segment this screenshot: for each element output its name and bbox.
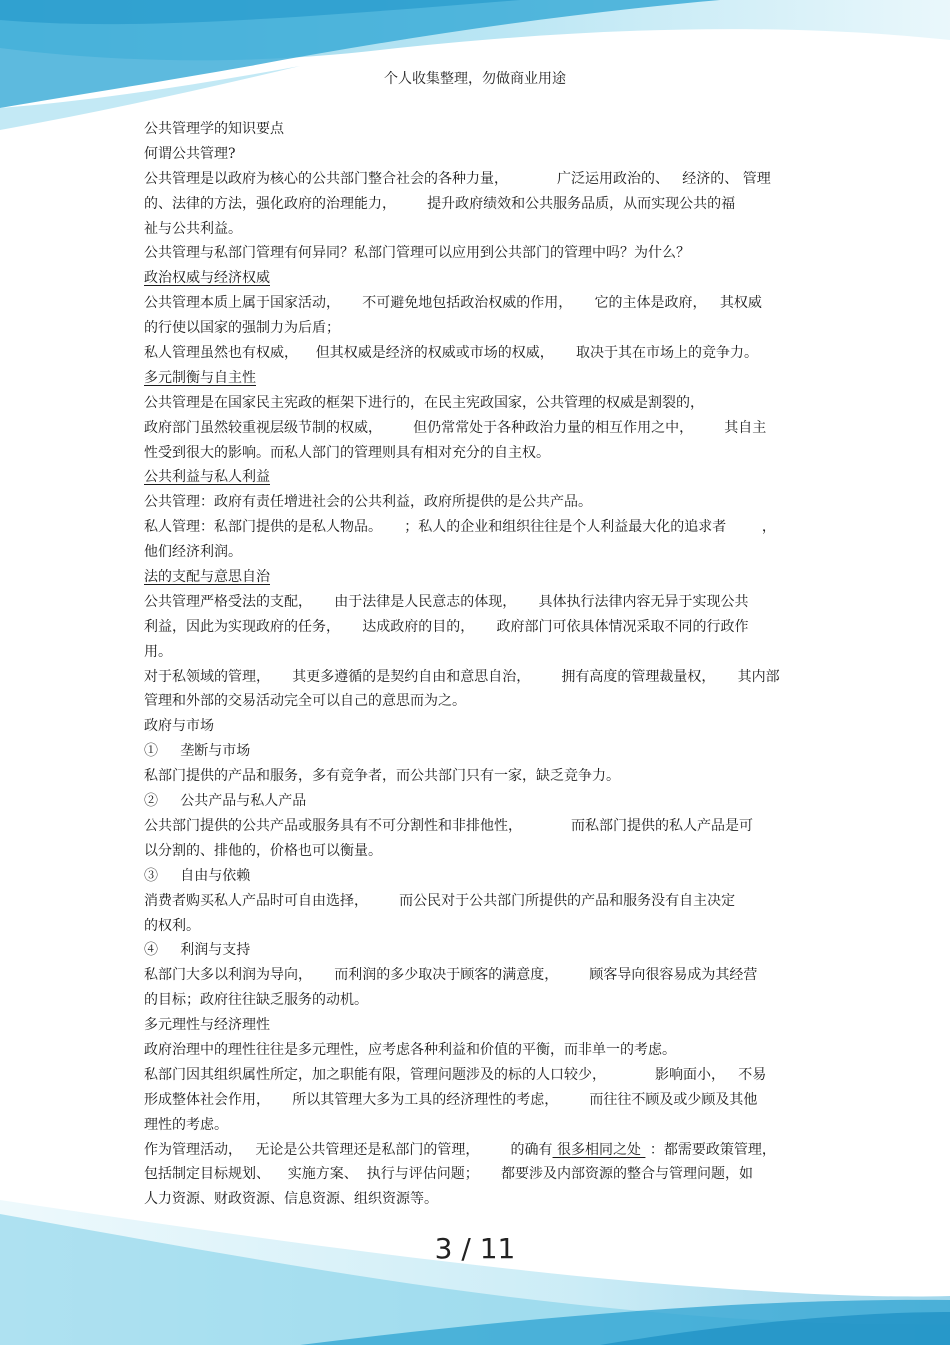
- body-line: 以分割的、排他的，价格也可以衡量。: [144, 842, 382, 859]
- body-line: 他们经济利润。: [144, 544, 242, 561]
- body-line: 公共管理是以政府为核心的公共部门整合社会的各种力量， 广泛运用政治的、 经济的、 管理: [144, 170, 771, 187]
- numbered-item: ④ 利润与支持: [144, 942, 251, 959]
- body-line: 私人管理虽然也有权威， 但其权威是经济的权威或市场的权威， 取决于其在市场上的竞争力。: [144, 345, 759, 362]
- body-line: 祉与公共利益。: [144, 220, 242, 237]
- body-line: 管理和外部的交易活动完全可以自己的意思而为之。: [144, 693, 466, 710]
- section-heading: 政府与市场: [144, 718, 214, 735]
- body-line: 公共管理是在国家民主宪政的框架下进行的，在民主宪政国家，公共管理的权威是割裂的，: [144, 394, 704, 411]
- section-heading-text: 政治权威与经济权威: [144, 270, 270, 287]
- body-line: [144, 1138, 814, 1163]
- body-line-end: ：都需要政策管理，: [645, 1141, 776, 1158]
- body-line: 的、法律的方法，强化政府的治理能力， 提升政府绩效和公共服务品质，从而实现公共的福: [144, 195, 736, 212]
- body-line: 私部门因其组织属性所定，加之职能有限，管理问题涉及的标的人口较少， 影响面小， 不易: [144, 1066, 767, 1083]
- numbered-item: ② 公共产品与私人产品: [144, 793, 307, 810]
- body-line: 的行使以国家的强制力为后盾；: [144, 320, 340, 337]
- section-heading: 多元理性与经济理性: [144, 1017, 270, 1034]
- section-heading: [144, 366, 814, 391]
- body-line: 的目标；政府往往缺乏服务的动机。: [144, 992, 368, 1009]
- section-heading-text: 多元制衡与自主性: [144, 369, 256, 386]
- body-line: 形成整体社会作用， 所以其管理大多为工具的经济理性的考虑， 而往往不顾及或少顾及其他: [144, 1091, 758, 1108]
- section-heading-text: 公共利益与私人利益: [144, 469, 270, 486]
- section-heading: [144, 565, 814, 590]
- question-heading: 何谓公共管理?: [144, 145, 236, 162]
- body-line: 私人管理：私部门提供的是私人物品。 ；私人的企业和组织往往是个人利益最大化的追求者 ，: [144, 519, 776, 536]
- body-line: 政府部门虽然较重视层级节制的权威， 但仍常常处于各种政治力量的相互作用之中， 其自主: [144, 419, 767, 436]
- body-line: 对于私领域的管理， 其更多遵循的是契约自由和意思自治， 拥有高度的管理裁量权， 其内部: [144, 668, 780, 685]
- body-line: 包括制定目标规划、 实施方案、 执行与评估问题； 都要涉及内部资源的整合与管理问题，如: [144, 1166, 753, 1183]
- document-body: [144, 117, 814, 1212]
- body-line: 公共管理本质上属于国家活动， 不可避免地包括政治权威的作用， 它的主体是政府， 其权威: [144, 295, 762, 312]
- body-line: 私部门提供的产品和服务，多有竞争者，而公共部门只有一家，缺乏竞争力。: [144, 768, 620, 785]
- body-line: 消费者购买私人产品时可自由选择， 而公民对于公共部门所提供的产品和服务没有自主决定: [144, 892, 736, 909]
- section-heading: [144, 465, 814, 490]
- body-line: 政府治理中的理性往往是多元理性，应考虑各种利益和价值的平衡，而非单一的考虑。: [144, 1041, 676, 1058]
- doc-title: 公共管理学的知识要点: [144, 121, 284, 137]
- body-line: 人力资源、财政资源、信息资源、组织资源等。: [144, 1191, 438, 1208]
- header-note: 个人收集整理，勿做商业用途: [384, 71, 566, 87]
- numbered-item: ③ 自由与依赖: [144, 867, 251, 884]
- underlined-phrase: 很多相同之处: [552, 1141, 646, 1158]
- body-line: 私部门大多以利润为导向， 而利润的多少取决于顾客的满意度， 顾客导向很容易成为其经营: [144, 967, 758, 984]
- body-line: 公共管理严格受法的支配， 由于法律是人民意志的体现， 具体执行法律内容无异于实现公共: [144, 593, 749, 610]
- body-line: 利益，因此为实现政府的任务， 达成政府的目的， 政府部门可依具体情况采取不同的行政作: [144, 618, 749, 635]
- numbered-item: ① 垄断与市场: [144, 743, 251, 760]
- body-line: 理性的考虑。: [144, 1116, 228, 1133]
- body-line: 的权利。: [144, 917, 200, 934]
- section-heading-text: 法的支配与意思自治: [144, 569, 270, 586]
- question-heading: 公共管理与私部门管理有何异同？私部门管理可以应用到公共部门的管理中吗？为什么？: [144, 245, 690, 262]
- body-line: 公共部门提供的公共产品或服务具有不可分割性和非排他性， 而私部门提供的私人产品是可: [144, 817, 753, 834]
- body-line: 公共管理：政府有责任增进社会的公共利益，政府所提供的是公共产品。: [144, 494, 592, 511]
- body-line: 性受到很大的影响。而私人部门的管理则具有相对充分的自主权。: [144, 444, 550, 461]
- section-heading: [144, 266, 814, 291]
- body-line: 用。: [144, 643, 172, 660]
- body-line-start: 作为管理活动， 无论是公共管理还是私部门的管理， 的确有: [144, 1141, 553, 1158]
- page-indicator: 3 / 11: [434, 1232, 516, 1265]
